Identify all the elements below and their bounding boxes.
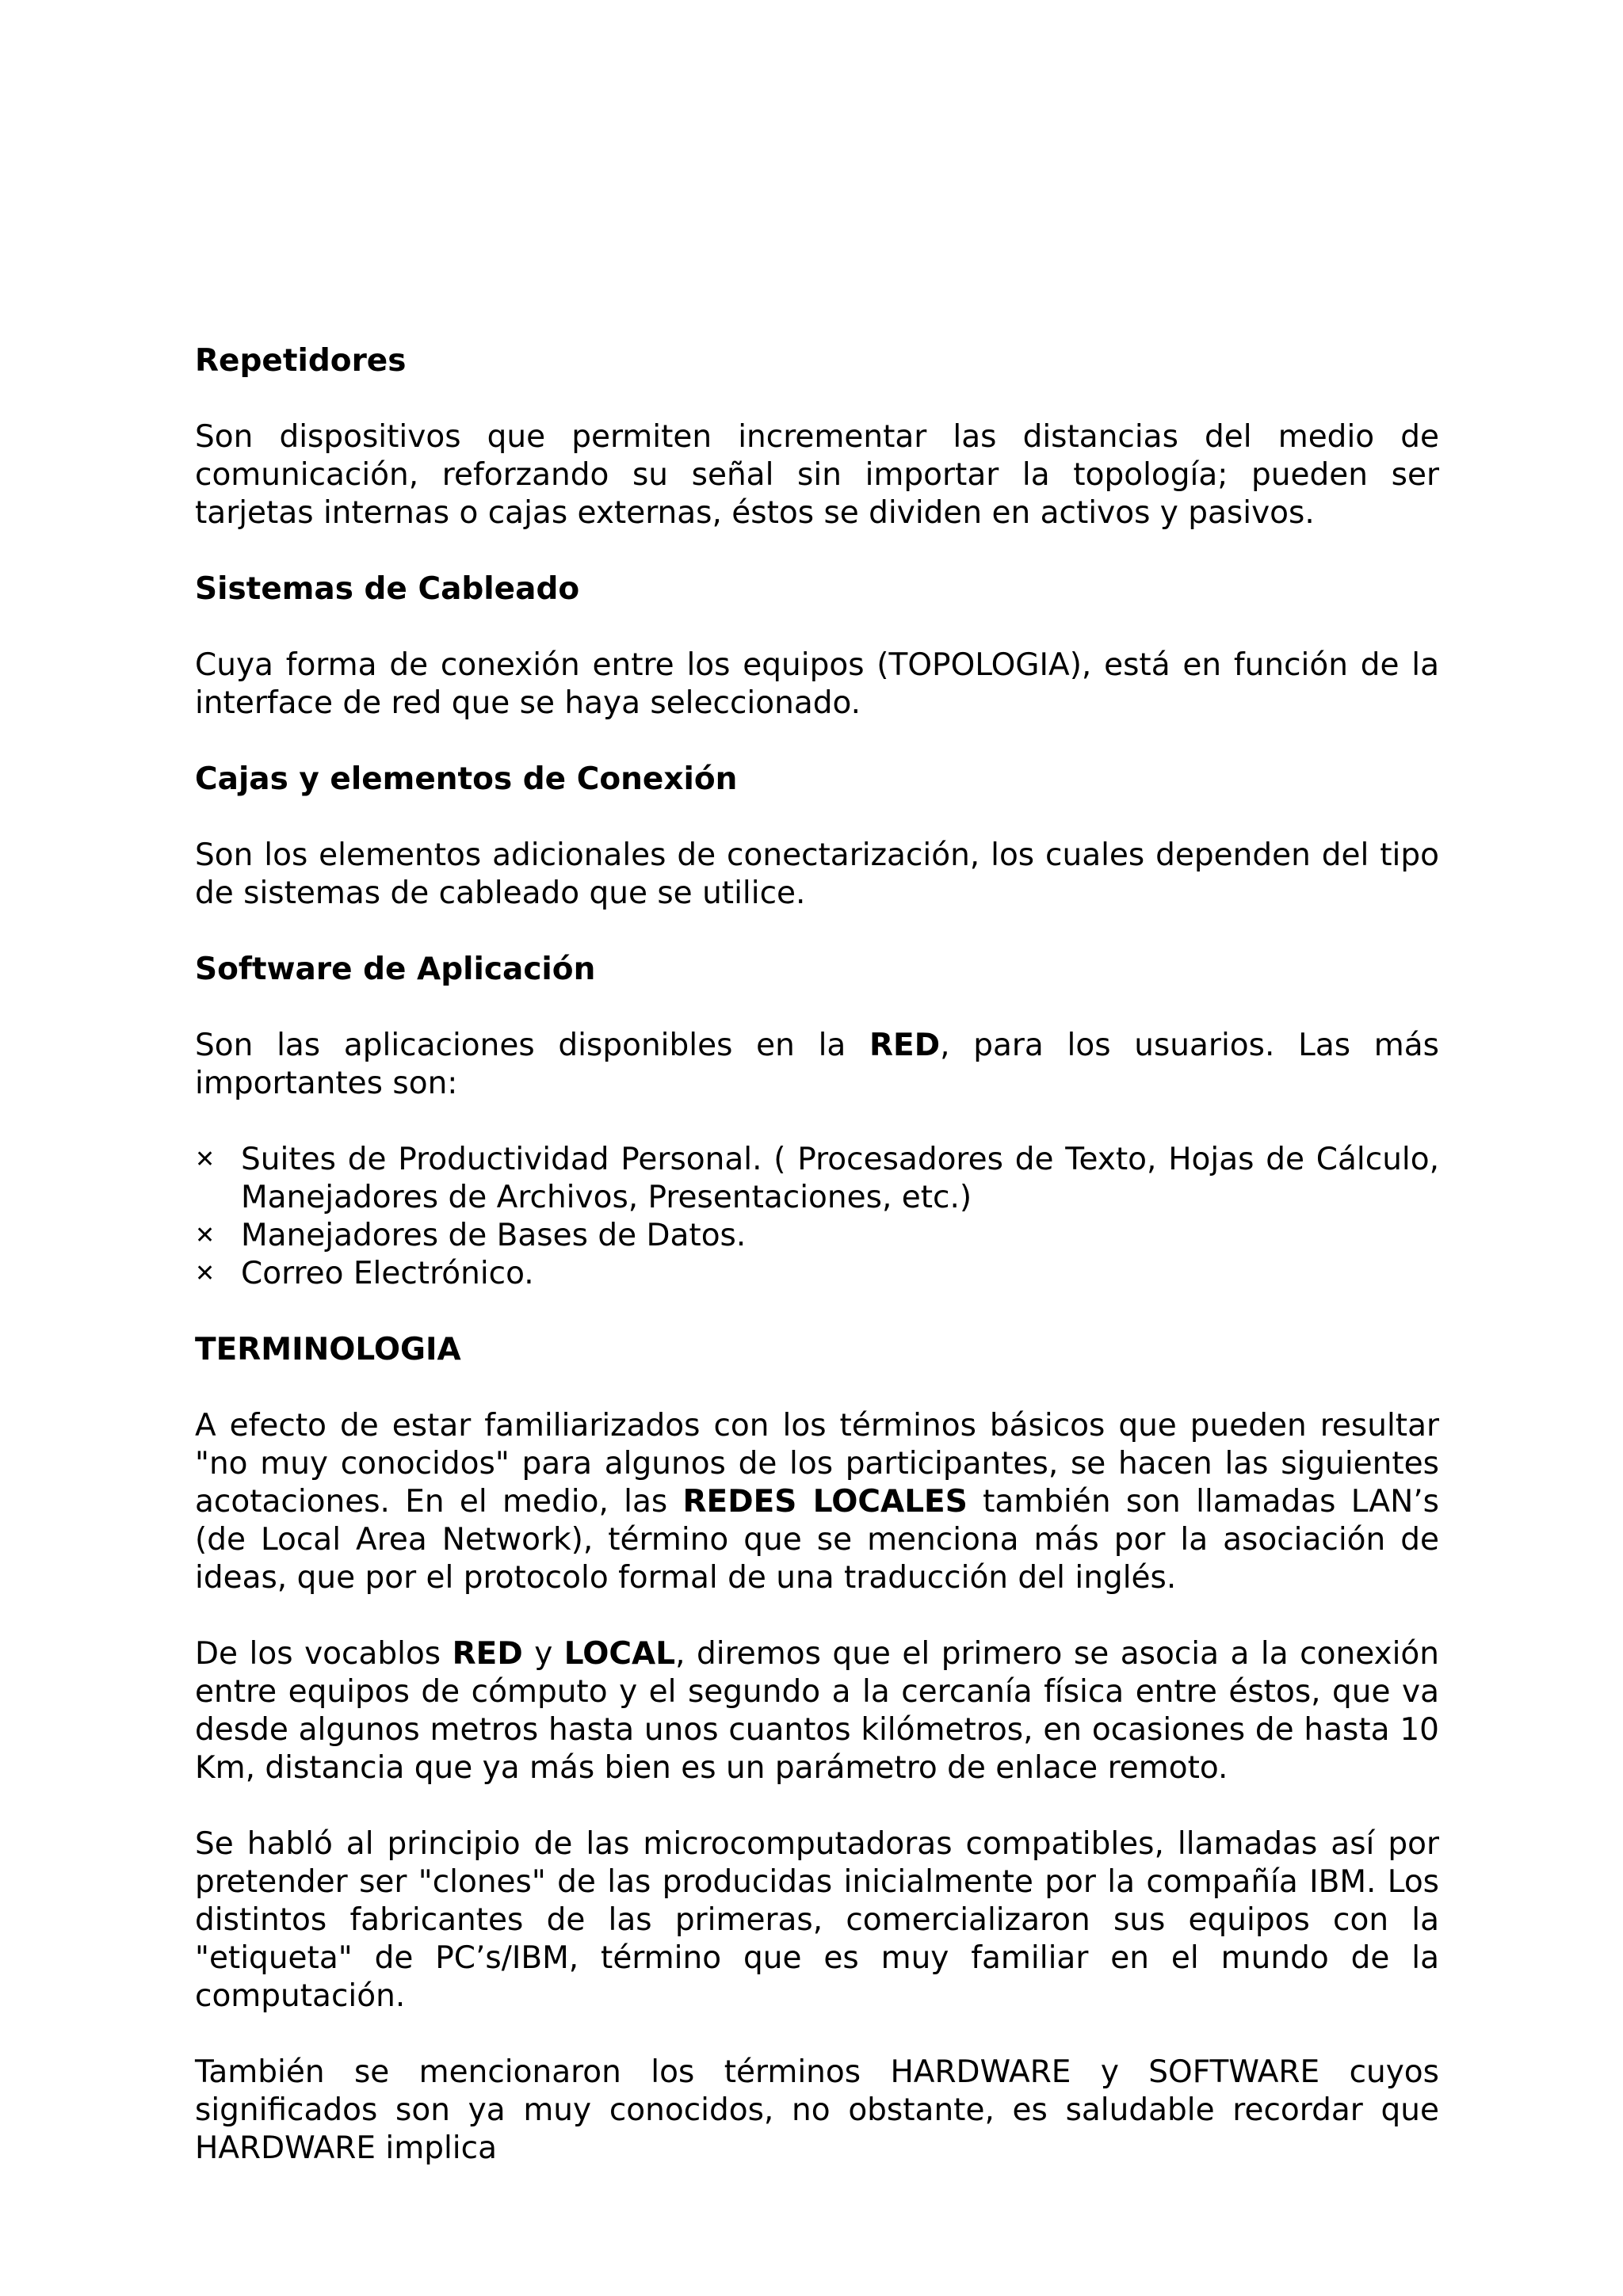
list-item-text: Correo Electrónico. — [241, 1256, 534, 1291]
text-run: Son las aplicaciones disponibles en la — [195, 1028, 870, 1063]
heading-sistemas-cableado: Sistemas de Cableado — [195, 571, 580, 607]
paragraph-terminologia-3: Se habló al principio de las microcomputadoras compatibles, llamadas así por pretender ser "clones" de las producidas inicialmente por la compañía IBM. Los distintos fabricantes de las primeras, comercializaron sus equipos con la "etiqueta" de PC’s/IBM, término que es muy familiar en el mundo de la computación. — [195, 1826, 1439, 2014]
text-run: De los vocablos — [195, 1636, 453, 1672]
text-run: y — [522, 1636, 564, 1672]
list-item — [195, 1217, 1439, 1255]
paragraph-software-aplicacion — [195, 1027, 1439, 1103]
cross-bullet-icon: ✕ — [195, 1222, 216, 1249]
paragraph-terminologia-1 — [195, 1407, 1439, 1597]
heading-terminologia: TERMINOLOGIA — [195, 1332, 461, 1367]
document-page — [195, 342, 1439, 2168]
paragraph-cajas-conexion: Son los elementos adicionales de conectarización, los cuales dependen del tipo de sistemas de cableado que se utilice. — [195, 837, 1439, 911]
list-item — [195, 1255, 1439, 1293]
paragraph-terminologia-4: También se mencionaron los términos HARDWARE y SOFTWARE cuyos significados son ya muy conocidos, no obstante, es saludable recordar que HARDWARE implica — [195, 2054, 1439, 2166]
bold-term-local: LOCAL — [563, 1636, 676, 1672]
bold-term-redes-locales: REDES LOCALES — [682, 1484, 968, 1520]
text-run: A efecto de estar familiarizados con los términos básicos que pueden resultar "no muy conocidos" para algunos de los participantes, se hacen las siguientes acotaciones. En el medio, las — [195, 1408, 1439, 1520]
heading-software-aplicacion: Software de Aplicación — [195, 952, 596, 987]
bold-term-red: RED — [869, 1028, 941, 1063]
text-run: también son llamadas LAN’s (de Local Area Network), término que se menciona más por la asociación de ideas, que por el protocolo formal de una traducción del inglés. — [195, 1484, 1439, 1596]
list-item-text: Manejadores de Bases de Datos. — [241, 1218, 747, 1253]
applications-list — [195, 1141, 1439, 1293]
heading-cajas-conexion: Cajas y elementos de Conexión — [195, 761, 738, 797]
list-item — [195, 1141, 1439, 1217]
text-run: , diremos que el primero se asocia a la conexión entre equipos de cómputo y el segundo a la cercanía física entre éstos, que va desde algunos metros hasta unos cuantos kilómetros, en ocasiones de hasta 10 Km, distancia que ya más bien es un parámetro de enlace remoto. — [195, 1636, 1439, 1786]
paragraph-terminologia-2 — [195, 1635, 1439, 1787]
bold-term-red: RED — [452, 1636, 523, 1672]
cross-bullet-icon: ✕ — [195, 1146, 216, 1173]
heading-repetidores: Repetidores — [195, 343, 407, 379]
cross-bullet-icon: ✕ — [195, 1260, 216, 1287]
list-item-text: Suites de Productividad Personal. ( Procesadores de Texto, Hojas de Cálculo, Manejadores de Archivos, Presentaciones, etc.) — [241, 1142, 1439, 1215]
paragraph-sistemas-cableado: Cuya forma de conexión entre los equipos (TOPOLOGIA), está en función de la interface de red que se haya seleccionado. — [195, 647, 1439, 721]
text-run: , para los usuarios. Las más importantes son: — [195, 1028, 1439, 1101]
paragraph-repetidores: Son dispositivos que permiten incrementar las distancias del medio de comunicación, reforzando su señal sin importar la topología; pueden ser tarjetas internas o cajas externas, éstos se dividen en activos y pasivos. — [195, 419, 1439, 531]
